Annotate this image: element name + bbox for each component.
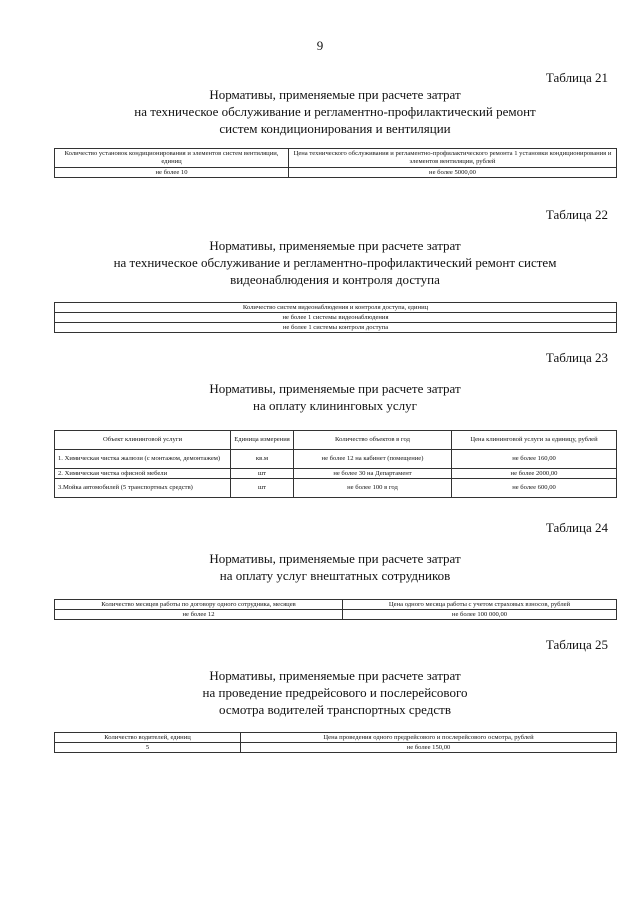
title-line: на оплату услуг внештатных сотрудников <box>219 568 451 583</box>
table-header-cell: Количество объектов в год <box>294 431 452 450</box>
table-row <box>55 323 617 333</box>
table-cell: не более 10 <box>55 168 289 178</box>
table-cell: не более 150,00 <box>241 743 617 753</box>
title-line: Нормативы, применяемые при расчете затрат <box>209 551 461 566</box>
table-22-label: Таблица 22 <box>545 207 608 222</box>
table-cell: не более 600,00 <box>452 479 617 498</box>
table-row <box>55 168 617 178</box>
table-cell: не более 1 системы контроля доступа <box>55 323 617 333</box>
table-header-cell: Единица измерения <box>231 431 294 450</box>
table-row <box>55 479 617 498</box>
table-header-row <box>55 303 617 313</box>
table-header-cell: Цена клининговой услуги за единицу, рублей <box>452 431 617 450</box>
table-22 <box>54 302 617 333</box>
title-line: Нормативы, применяемые при расчете затрат <box>209 668 461 683</box>
title-line: на проведение предрейсового и послерейсового <box>202 685 468 700</box>
table-cell: 2. Химическая чистка офисной мебели <box>55 469 231 479</box>
table-cell: 5 <box>55 743 241 753</box>
table-header-cell: Цена проведения одного предрейсового и послерейсового осмотра, рублей <box>241 733 617 743</box>
table-cell: кв.м <box>231 450 294 469</box>
table-cell: не более 12 на кабинет (помещение) <box>294 450 452 469</box>
table-24-label: Таблица 24 <box>545 520 608 535</box>
table-cell: не более 1 системы видеонаблюдения <box>55 313 617 323</box>
table-header-row <box>55 733 617 743</box>
table-25 <box>54 732 617 753</box>
table-header-cell: Цена одного месяца работы с учетом страховых взносов, рублей <box>343 600 617 610</box>
title-line: Нормативы, применяемые при расчете затрат <box>209 381 461 396</box>
title-line: на оплату клининговых услуг <box>253 398 417 413</box>
table-25-label: Таблица 25 <box>545 637 608 652</box>
table-23-title <box>40 380 630 414</box>
table-row <box>55 313 617 323</box>
table-header-row <box>55 431 617 450</box>
table-header-row <box>55 149 617 168</box>
title-line: на техническое обслуживание и регламентно-профилактический ремонт <box>134 104 536 119</box>
table-25-title <box>40 667 630 718</box>
table-row <box>55 450 617 469</box>
table-cell: не более 12 <box>55 610 343 620</box>
title-line: Нормативы, применяемые при расчете затрат <box>209 238 461 253</box>
table-cell: не более 100 000,00 <box>343 610 617 620</box>
table-header-cell: Цена технического обслуживания и регламентно-профилактического ремонта 1 установки кондиционирования и элементов вентиляции, рублей <box>289 149 617 168</box>
title-line: на техническое обслуживание и регламентно-профилактический ремонт систем <box>113 255 557 270</box>
table-cell: 3.Мойка автомобилей (5 транспортных средств) <box>55 479 231 498</box>
table-24-title <box>40 550 630 584</box>
table-row <box>55 743 617 753</box>
title-line: Нормативы, применяемые при расчете затрат <box>209 87 461 102</box>
table-21-label: Таблица 21 <box>545 70 608 85</box>
title-line: видеонаблюдения и контроля доступа <box>230 272 440 287</box>
table-21 <box>54 148 617 178</box>
table-22-title <box>40 237 630 288</box>
table-header-row <box>55 600 617 610</box>
table-cell: не более 5000,00 <box>289 168 617 178</box>
page-number: 9 <box>316 38 324 53</box>
table-header-cell: Количество установок кондиционирования и элементов систем вентиляции, единиц <box>55 149 289 168</box>
table-23-label: Таблица 23 <box>545 350 608 365</box>
table-cell: не более 100 в год <box>294 479 452 498</box>
table-cell: не более 160,00 <box>452 450 617 469</box>
table-header-cell: Количество водителей, единиц <box>55 733 241 743</box>
table-row <box>55 610 617 620</box>
table-cell: не более 30 на Департамент <box>294 469 452 479</box>
table-cell: 1. Химическая чистка жалюзи (с монтажом, демонтажем) <box>55 450 231 469</box>
table-header-cell: Количество систем видеонаблюдения и контроля доступа, единиц <box>55 303 617 313</box>
table-header-cell: Объект клининговой услуги <box>55 431 231 450</box>
table-21-title <box>40 86 630 137</box>
table-23 <box>54 430 617 498</box>
table-cell: шт <box>231 479 294 498</box>
table-cell: шт <box>231 469 294 479</box>
title-line: осмотра водителей транспортных средств <box>219 702 451 717</box>
table-header-cell: Количество месяцев работы по договору одного сотрудника, месяцев <box>55 600 343 610</box>
table-24 <box>54 599 617 620</box>
table-row <box>55 469 617 479</box>
table-cell: не более 2000,00 <box>452 469 617 479</box>
title-line: систем кондиционирования и вентиляции <box>219 121 451 136</box>
